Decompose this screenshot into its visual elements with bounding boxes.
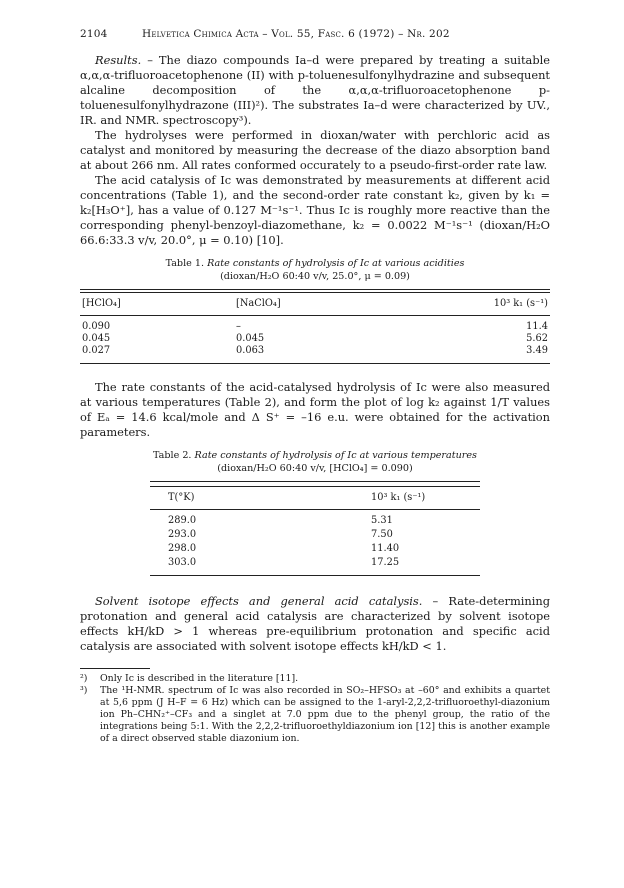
table-row: [80, 316, 550, 334]
table1-title: Rate constants of hydrolysis of Ic at various acidities: [204, 258, 465, 269]
table1: [80, 289, 550, 364]
table1-col-naclo4: [NaClO₄]: [234, 293, 398, 316]
footnote-rule: [80, 668, 150, 669]
table2-label: Table 2.: [153, 450, 192, 461]
isotope-paragraph: [80, 594, 550, 654]
acid-catalysis-paragraph: The acid catalysis of Ic was demonstrated by measurements at different acid concentrations (Table 1), and the second-order rate constant k₂, given by k₁ = k₂[H₃O⁺], has a value of 0.127 M⁻¹s⁻¹. Thus Ic is roughly more reactive than the corresponding phenyl-benzoyl-diazomethane, k₂ = 0.0022 M⁻¹s⁻¹ (dioxan/H₂O 66.6:33.3 v/v, 20.0°, μ = 0.10) [10].: [80, 173, 550, 247]
footnote-mark: ³): [80, 685, 88, 696]
table2-caption: [80, 450, 550, 463]
footnote-3: [80, 685, 550, 745]
table-cell: 289.0: [168, 515, 197, 526]
table1-col-hclo4: [HClO₄]: [80, 293, 234, 316]
page-number: 2104: [80, 28, 108, 40]
table-row: [150, 528, 480, 542]
table-cell: 298.0: [168, 543, 197, 554]
table-cell: 3.49: [398, 345, 550, 364]
running-head: Helvetica Chimica Acta – Vol. 55, Fasc. 6 (1972) – Nr. 202: [142, 28, 450, 40]
table-row: [80, 333, 550, 345]
footnote-2: [80, 673, 550, 685]
table2-col-temperature: T(°K): [150, 487, 319, 510]
results-paragraph: [80, 53, 550, 128]
section-heading-results: Results.: [95, 53, 142, 67]
table-cell: 293.0: [168, 529, 197, 540]
table-cell: 11.40: [371, 543, 400, 554]
table-row: [150, 542, 480, 556]
table-cell: –: [236, 321, 241, 332]
table1-caption: [80, 258, 550, 271]
table1-label: Table 1.: [165, 258, 205, 269]
isotope-text: – Rate-determining protonation and general acid catalysis are characterized by solvent isotope effects kH/kD > 1 whereas pre-equilibrium protonation and specific acid catalysis are associated with solvent isotope effects kH/kD < 1.: [80, 594, 550, 653]
table1-subtitle: (dioxan/H₂O 60:40 v/v, 25.0°, μ = 0.09): [220, 270, 410, 282]
section-heading-isotope: Solvent isotope effects and general acid catalysis.: [95, 594, 423, 608]
table2-subtitle: (dioxan/H₂O 60:40 v/v, [HClO₄] = 0.090): [217, 462, 413, 474]
table-cell: 7.50: [371, 529, 393, 540]
hydrolysis-paragraph: The hydrolyses were performed in dioxan/water with perchloric acid as catalyst and monitored by measuring the decrease of the diazo absorption band at about 266 nm. All rates conformed occurately to a pseudo-first-order rate law.: [80, 128, 550, 172]
journal-page: [80, 28, 550, 745]
results-text: – The diazo compounds Ia–d were prepared by treating a suitable α,α,α-trifluoroacetophenone (II) with p-toluenesulfonylhydrazine and subsequent alcaline decomposition of the α,α,α-trifluoroacetophenone p-toluenesulfonylhydrazone (III)²). The substrates Ia–d were characterized by UV., IR. and NMR. spectroscopy³).: [80, 53, 550, 127]
footnote-text: Only Ic is described in the literature [11].: [100, 673, 299, 684]
table1-col-k1: 10³ k₁ (s⁻¹): [398, 293, 550, 316]
table-row: [80, 345, 550, 364]
table-cell: 0.063: [234, 345, 398, 364]
table-cell: 0.027: [80, 345, 234, 364]
footnote-text: The ¹H-NMR. spectrum of Ic was also recorded in SO₂–HFSO₃ at –60° and exhibits a quartet at 5,6 ppm (J H–F = 6 Hz) which can be assigned to the 1-aryl-2,2,2-trifluoroethyl-diazonium ion Ph–CHN₂⁺–CF₃ and a singlet at 7.0 ppm due to the phenyl group, the ratio of the integrations being 5:1. With the 2,2,2-trifluoroethyldiazonium ion [12] this is another example of a direct observed stable diazonium ion.: [100, 685, 550, 744]
table2-col-k1: 10³ k₁ (s⁻¹): [319, 487, 480, 510]
table-cell: 0.045: [236, 333, 265, 344]
table1-header-row: [80, 293, 550, 316]
table-cell: 303.0: [150, 556, 319, 576]
table-cell: 17.25: [319, 556, 480, 576]
footnote-mark: ²): [80, 673, 88, 684]
table2-title: Rate constants of hydrolysis of Ic at various temperatures: [191, 450, 477, 461]
table-cell: 5.31: [371, 515, 393, 526]
table-cell: 5.62: [526, 333, 548, 344]
table-cell: 0.090: [82, 321, 111, 332]
page-header: [80, 28, 550, 40]
table-cell: 11.4: [526, 321, 548, 332]
table2: [150, 481, 480, 576]
table2-header-row: [150, 487, 480, 510]
table-cell: 0.045: [82, 333, 111, 344]
table-row: [150, 510, 480, 529]
temperature-paragraph: The rate constants of the acid-catalysed hydrolysis of Ic were also measured at various temperatures (Table 2), and form the plot of log k₂ against 1/T values of Eₐ = 14.6 kcal/mole and Δ S⁺ = –16 e.u. were obtained for the activation parameters.: [80, 380, 550, 439]
table-row: [150, 556, 480, 576]
